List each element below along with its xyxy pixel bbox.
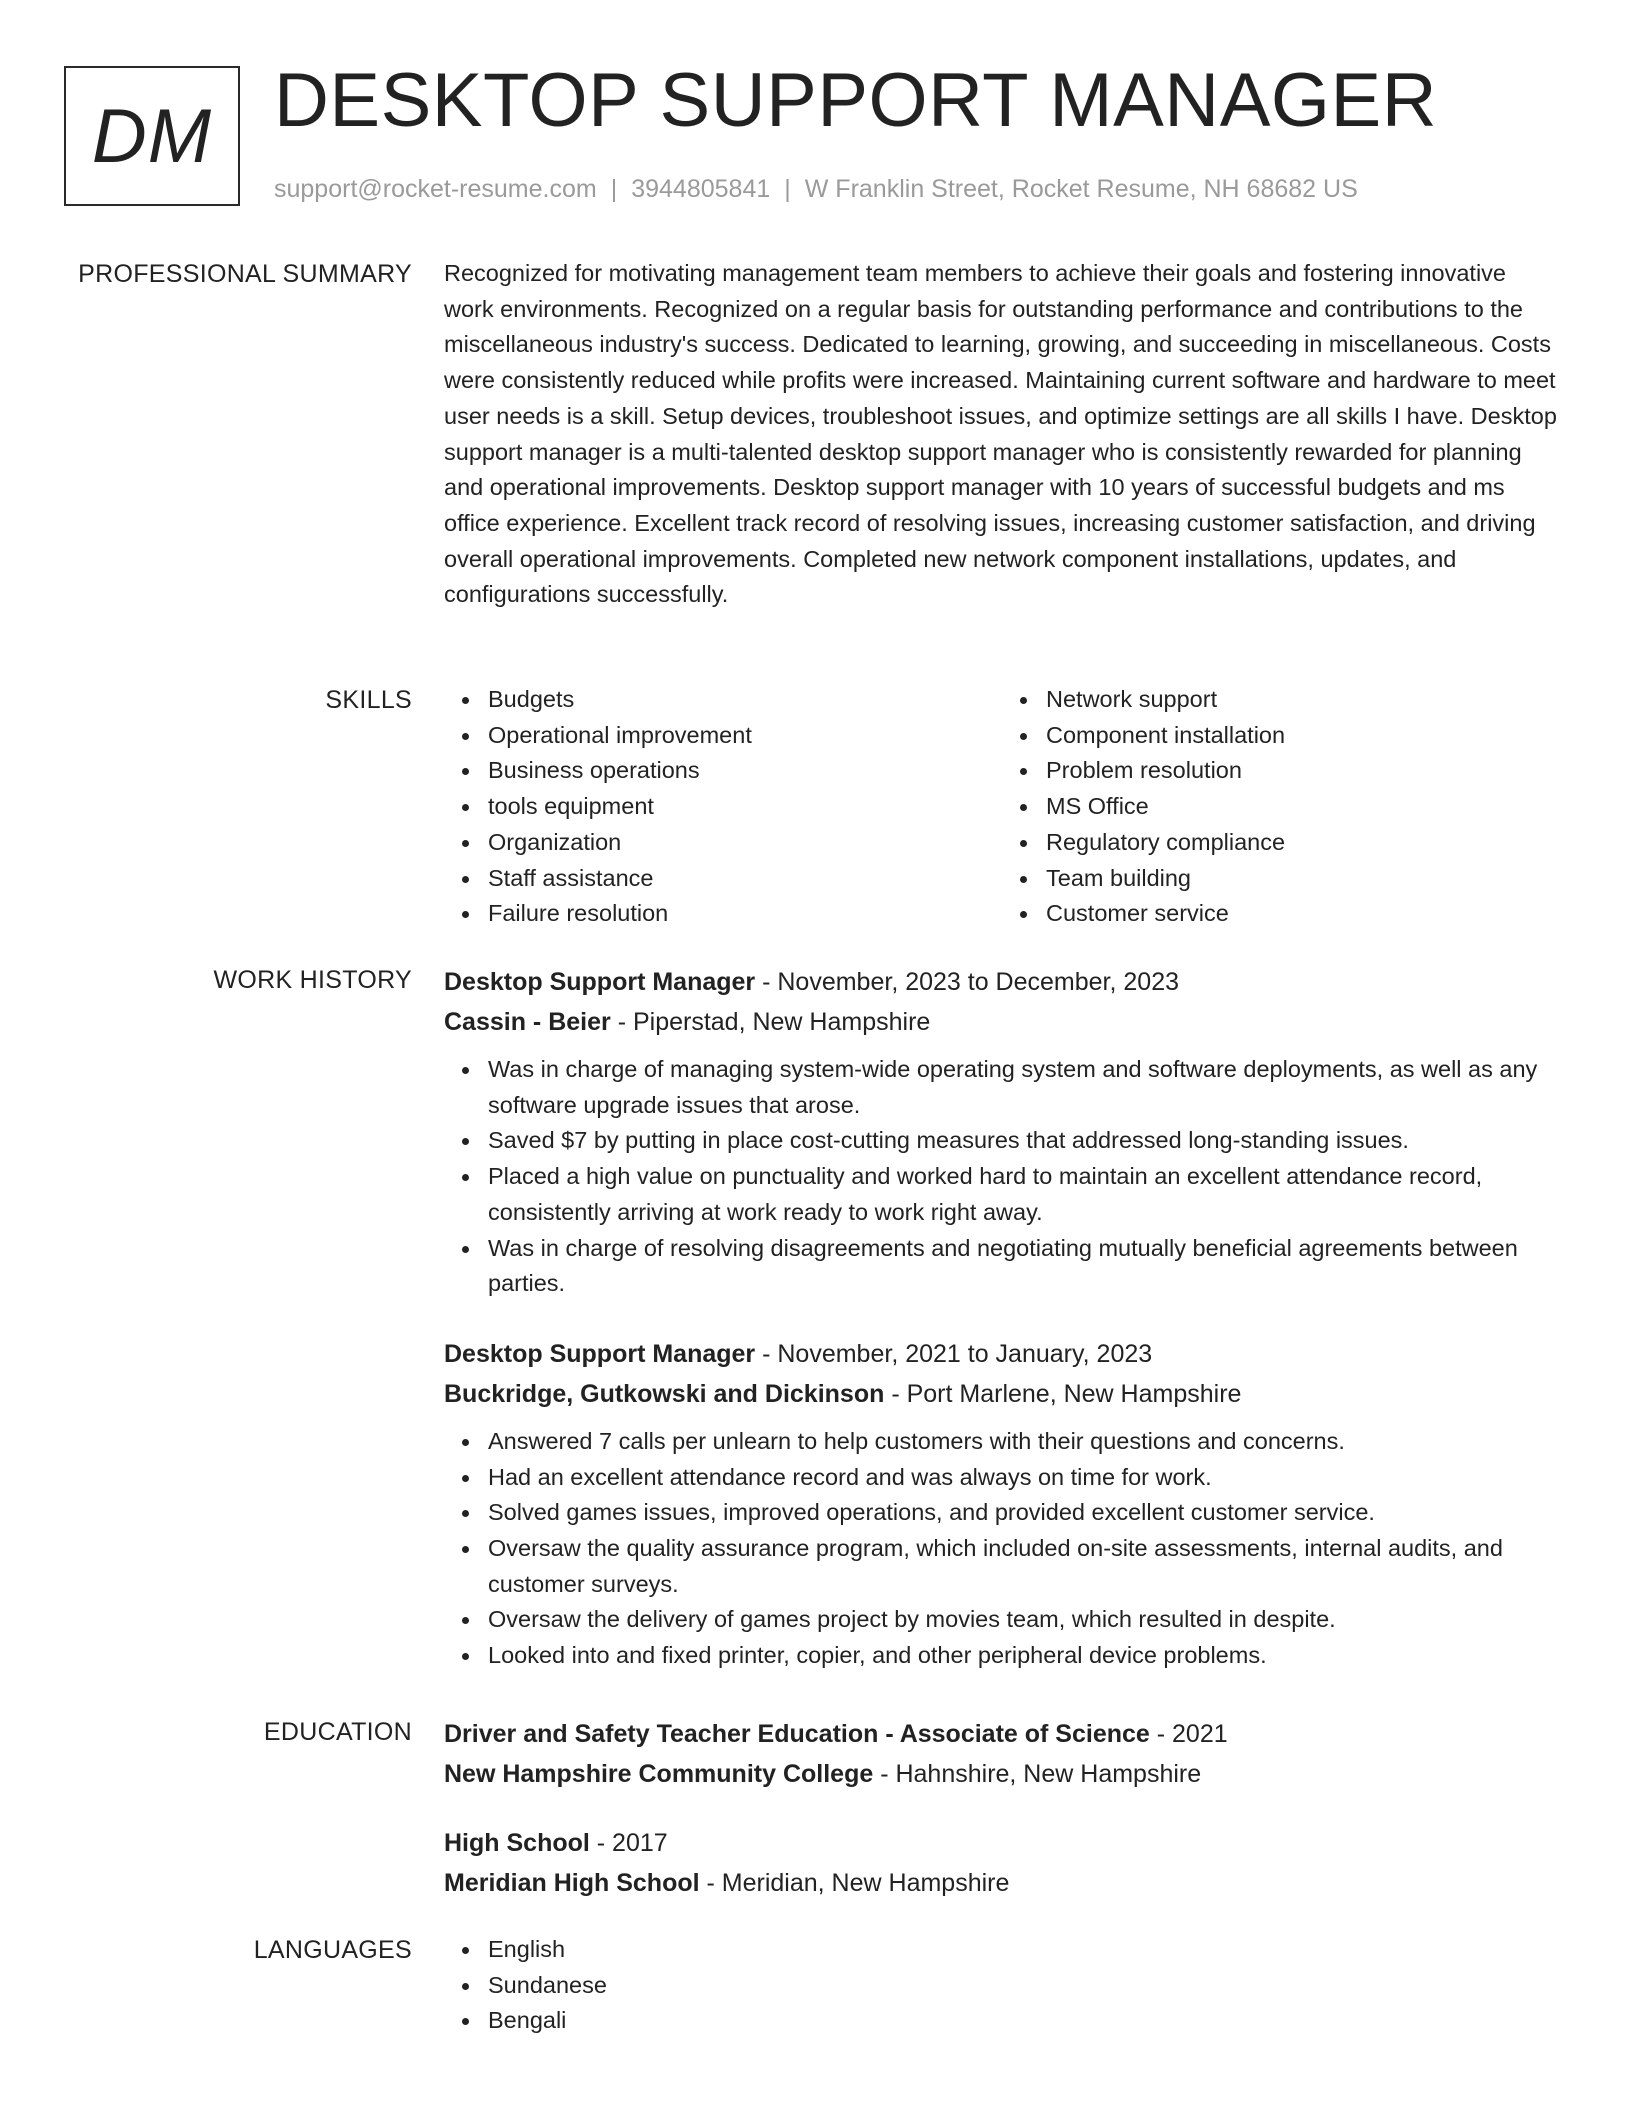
skill-item: Component installation [1046,718,1560,754]
section-label-work-history: WORK HISTORY [213,966,412,994]
job-company-line [444,1002,1560,1042]
job-entry [444,1334,1560,1674]
skill-item: Business operations [488,753,1002,789]
skill-item: Budgets [488,682,1002,718]
job-title: Desktop Support Manager [444,968,756,996]
job-title: Desktop Support Manager [444,1339,756,1368]
work-history-body [444,962,1560,1674]
job-duty: Looked into and fixed printer, copier, and other peripheral device problems. [488,1638,1560,1674]
education-school-line [444,1863,1560,1903]
section-label-education: EDUCATION [263,1718,412,1746]
education-year: - 2017 [589,1829,668,1857]
skill-item: Problem resolution [1046,753,1560,789]
education-body [444,1714,1560,1903]
skills-body [444,682,1560,932]
education-location: - Meridian, New Hampshire [699,1869,1010,1897]
education-degree-line [444,1823,1560,1863]
job-duty: Solved games issues, improved operations, and provided excellent customer service. [488,1495,1560,1531]
job-entry [444,962,1560,1302]
job-company: Buckridge, Gutkowski and Dickinson [444,1379,885,1408]
education-school: Meridian High School [444,1869,700,1897]
summary-body [444,256,1560,613]
job-location: - Port Marlene, New Hampshire [884,1379,1242,1408]
education-year: - 2021 [1149,1720,1228,1748]
language-item: Sundanese [488,1968,1560,2004]
job-duty: Saved $7 by putting in place cost-cutting measures that addressed long-standing issues. [488,1123,1560,1159]
education-school-line [444,1754,1560,1794]
job-dates: - November, 2021 to January, 2023 [755,1339,1153,1368]
education-entry [444,1714,1560,1794]
skill-item: Network support [1046,682,1560,718]
job-duties-list [444,1052,1560,1302]
job-dates: - November, 2023 to December, 2023 [755,968,1180,996]
education-degree: Driver and Safety Teacher Education - Associate of Science [444,1720,1150,1748]
skill-item: tools equipment [488,789,1002,825]
resume-title: DESKTOP SUPPORT MANAGER [274,58,1438,143]
education-location: - Hahnshire, New Hampshire [873,1760,1202,1788]
job-duty: Oversaw the quality assurance program, which included on-site assessments, internal audits, and customer surveys. [488,1531,1560,1602]
section-label-summary: PROFESSIONAL SUMMARY [78,260,412,288]
skill-item: Failure resolution [488,896,1002,932]
skill-item: Organization [488,825,1002,861]
job-duty: Oversaw the delivery of games project by movies team, which resulted in despite. [488,1602,1560,1638]
education-degree: High School [444,1829,590,1857]
language-item: English [488,1932,1560,1968]
job-company: Cassin - Beier [444,1008,611,1036]
education-entry [444,1823,1560,1903]
section-label-skills: SKILLS [325,686,412,714]
skill-item: Operational improvement [488,718,1002,754]
skill-item: Regulatory compliance [1046,825,1560,861]
job-duty: Placed a high value on punctuality and worked hard to maintain an excellent attendance record, consistently arriving at work ready to work right away. [488,1159,1560,1230]
languages-list [444,1932,1560,2039]
skills-list-right [1002,682,1560,932]
summary-text: Recognized for motivating management team members to achieve their goals and fostering innovative work environments. Recognized on a regular basis for outstanding performance and contributions to the miscellaneous industry's success. Dedicated to learning, growing, and succeeding in miscellaneous. Costs were consistently reduced while profits were increased. Maintaining current software and hardware to meet user needs is a skill. Setup devices, troubleshoot issues, and optimize settings are all skills I have. Desktop support manager is a multi-talented desktop support manager who is consistently rewarded for planning and operational improvements. Desktop support manager with 10 years of successful budgets and ms office experience. Excellent track record of resolving issues, increasing customer satisfaction, and driving overall operational improvements. Completed new network component installations, updates, and configurations successfully. [444,260,1557,608]
education-degree-line [444,1714,1560,1754]
job-duty: Had an excellent attendance record and was always on time for work. [488,1460,1560,1496]
job-duty: Answered 7 calls per unlearn to help customers with their questions and concerns. [488,1424,1560,1460]
skill-item: Team building [1046,861,1560,897]
skill-item: Customer service [1046,896,1560,932]
language-item: Bengali [488,2003,1560,2039]
contact-separator: | [610,175,618,203]
job-duty: Was in charge of resolving disagreements and negotiating mutually beneficial agreements between parties. [488,1231,1560,1302]
job-duties-list [444,1424,1560,1674]
contact-address: W Franklin Street, Rocket Resume, NH 68682 US [804,175,1358,203]
job-location: - Piperstad, New Hampshire [610,1008,931,1036]
skills-list-left [444,682,1002,932]
contact-phone[interactable]: 3944805841 [631,175,771,203]
monogram-initials: DM [91,93,213,179]
skill-item: Staff assistance [488,861,1002,897]
section-label-languages: LANGUAGES [253,1936,412,1964]
monogram-box [64,66,240,206]
contact-email[interactable]: support@rocket-resume.com [274,175,597,203]
contact-separator: | [784,175,791,203]
languages-body [444,1932,1560,2039]
skill-item: MS Office [1046,789,1560,825]
job-company-line [444,1374,1560,1414]
education-school: New Hampshire Community College [444,1760,874,1788]
job-title-line [444,1334,1560,1374]
contact-line [274,172,1358,206]
job-title-line [444,962,1560,1002]
job-duty: Was in charge of managing system-wide operating system and software deployments, as well as any software upgrade issues that arose. [488,1052,1560,1123]
